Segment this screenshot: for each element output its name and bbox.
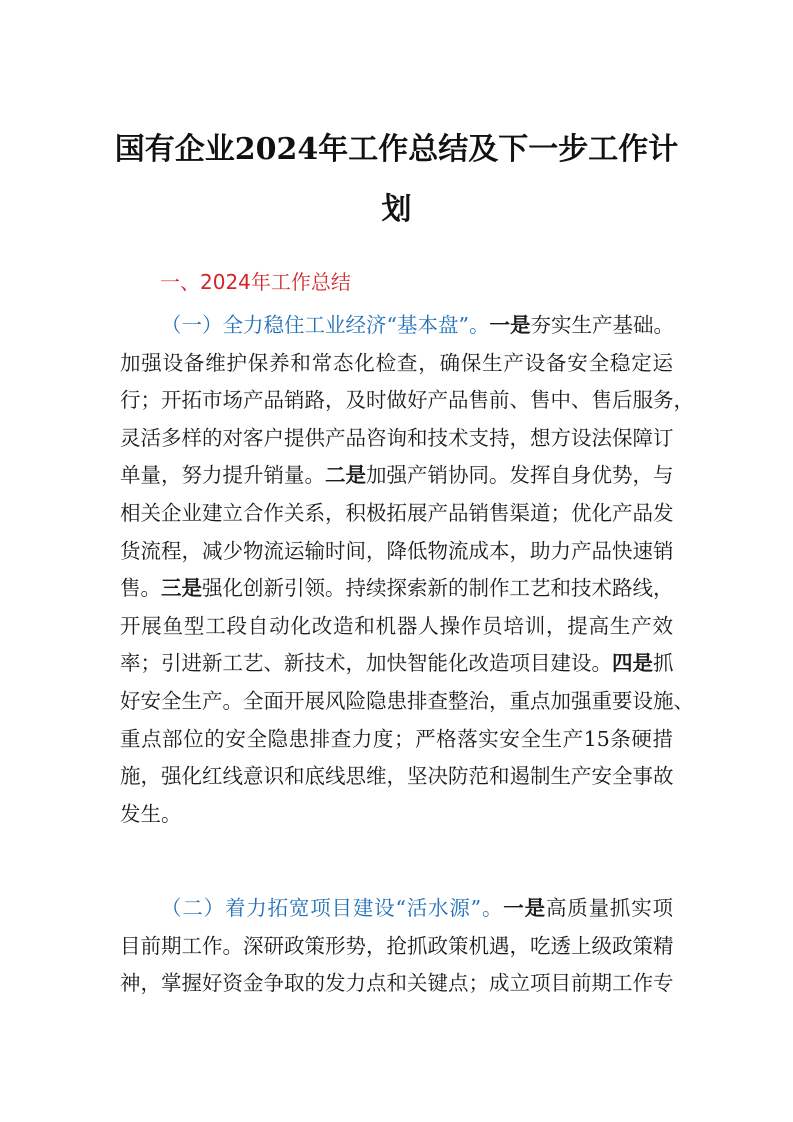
emphasis-text: 二是 — [325, 463, 366, 488]
paragraph-line: 加强设备维护保养和常态化检查，确保生产设备安全稳定运 — [120, 350, 673, 375]
text-run: 抓 — [653, 651, 674, 676]
section-heading-work-summary: 一、2024年工作总结 — [160, 270, 351, 294]
paragraph-line: 施，强化红线意识和底线思维，坚决防范和遏制生产安全事故 — [120, 764, 674, 789]
title-line-1: 国有企业2024年工作总结及下一步工作计 — [114, 132, 679, 167]
paragraph-line: 神，掌握好资金争取的发力点和关键点；成立项目前期工作专 — [120, 971, 674, 996]
document-title — [110, 120, 683, 240]
paragraph-line: 重点部位的安全隐患排查力度；严格落实安全生产15条硬措 — [120, 726, 673, 751]
text-run: 高质量抓实项 — [545, 896, 674, 920]
emphasis-text: 一是 — [489, 313, 531, 337]
text-run: 单量，努力提升销量。 — [120, 463, 325, 488]
text-run: 夯实生产基础。 — [530, 313, 674, 337]
paragraph-line — [120, 570, 673, 608]
paragraph-line — [120, 645, 673, 683]
paragraph-line: 好安全生产。全面开展风险隐患排查整治，重点加强重要设施、 — [120, 688, 694, 713]
paragraph-line: 开展鱼型工段自动化改造和机器人操作员培训，提高生产效 — [120, 613, 673, 638]
text-run: 加强产销协同。发挥自身优势，与 — [366, 463, 674, 488]
text-run: 率；引进新工艺、新技术，加快智能化改造项目建设。 — [120, 651, 612, 676]
text-run: 强化创新引领。持续探索新的制作工艺和技术路线， — [202, 576, 674, 601]
emphasis-text: 一是 — [503, 896, 546, 920]
paragraph-line: 发生。 — [120, 801, 182, 826]
emphasis-text: 三是 — [161, 576, 202, 601]
paragraph-line: 相关企业建立合作关系，积极拓展产品销售渠道；优化产品发 — [120, 500, 674, 525]
subsection-heading-industrial-economy: （一）全力稳住工业经济“基本盘”。 — [161, 313, 490, 337]
title-line-2: 划 — [381, 192, 412, 227]
body-text-section-2 — [120, 890, 673, 1003]
paragraph-line — [120, 890, 673, 928]
paragraph-line — [120, 307, 673, 345]
body-text — [120, 307, 694, 833]
paragraph-line: 灵活多样的对客户提供产品咨询和技术支持，想方设法保障订 — [120, 425, 674, 450]
paragraph-line: 货流程，减少物流运输时间，降低物流成本，助力产品快速销 — [120, 538, 674, 563]
emphasis-text: 四是 — [612, 651, 653, 676]
text-run: 售。 — [120, 576, 161, 601]
paragraph-line: 行；开拓市场产品销路，及时做好产品售前、售中、售后服务， — [120, 388, 694, 413]
paragraph-line — [120, 457, 673, 495]
subsection-heading-project-construction: （二）着力拓宽项目建设“活水源”。 — [161, 896, 504, 920]
paragraph-line: 目前期工作。深研政策形势，抢抓政策机遇，吃透上级政策精 — [120, 933, 674, 958]
